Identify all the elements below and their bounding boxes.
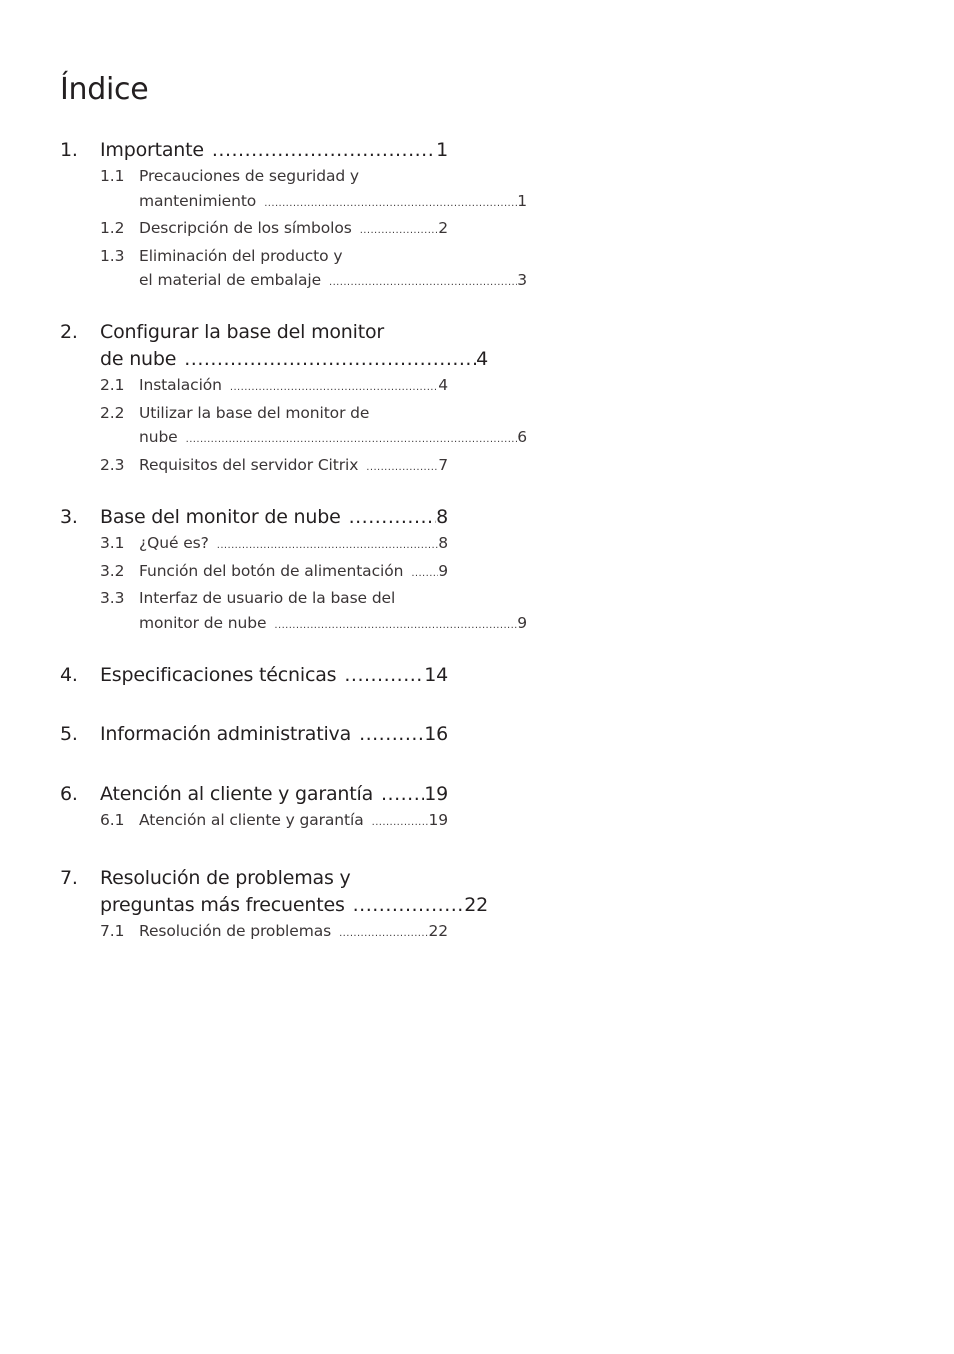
toc-subentry-page: 1: [517, 191, 527, 210]
toc-entry-title: Atención al cliente y garantía: [100, 783, 374, 805]
toc-subentry-title-cont: nube: [139, 428, 178, 446]
leader-dots: [353, 892, 465, 919]
leader-dots: [274, 614, 517, 639]
leader-dots: [360, 219, 439, 244]
toc-entry-title: Especificaciones técnicas: [100, 664, 337, 686]
toc-entry-page: 16: [424, 723, 448, 745]
toc-entry-configurar[interactable]: [60, 319, 488, 373]
leader-dots: [372, 811, 429, 836]
leader-dots: [349, 504, 437, 531]
toc-subentry-resolucion-problemas[interactable]: [60, 919, 448, 947]
toc-section-1: [60, 137, 527, 296]
toc-entry-page: 19: [424, 783, 448, 805]
toc-entry-number: 5.: [60, 723, 78, 745]
page-title: Índice: [60, 72, 149, 107]
leader-dots: [264, 192, 517, 217]
toc-subentry-title-cont: monitor de nube: [139, 613, 267, 632]
toc-subentry-number: 7.1: [100, 922, 125, 940]
toc-entry-title-cont: preguntas más frecuentes: [100, 894, 345, 916]
toc-entry-title: Resolución de problemas y: [100, 867, 351, 889]
leader-dots: [366, 456, 438, 481]
toc-subentry-title: Precauciones de seguridad y: [139, 167, 359, 185]
toc-entry-number: 2.: [60, 321, 78, 343]
toc-entry-title: Importante: [100, 139, 204, 161]
toc-subentry-number: 1.1: [100, 167, 125, 185]
toc-subentry-title-cont: mantenimiento: [139, 191, 257, 210]
toc-subentry-title: ¿Qué es?: [139, 534, 209, 552]
toc-section-3: [60, 504, 527, 638]
toc-subentry-boton-alimentacion[interactable]: [60, 559, 448, 587]
toc-subentry-page: 9: [517, 613, 527, 632]
toc-subentry-eliminacion[interactable]: [60, 244, 527, 296]
toc-entry-resolucion-problemas[interactable]: [60, 865, 488, 919]
toc-entry-title: Información administrativa: [100, 723, 352, 745]
toc-entry-page: 22: [464, 894, 488, 916]
leader-dots: [329, 271, 517, 296]
toc-subentry-title: Utilizar la base del monitor de: [139, 403, 370, 422]
toc-subentry-number: 1.3: [100, 246, 125, 265]
toc-subentry-number: 3.2: [100, 561, 125, 580]
toc-subentry-page: 8: [438, 534, 448, 552]
leader-dots: [359, 721, 424, 748]
toc-entry-importante[interactable]: [60, 137, 448, 164]
toc-subentry-number: 3.1: [100, 534, 125, 552]
toc-subentry-simbolos[interactable]: [60, 216, 448, 244]
toc-section-2: [60, 319, 527, 480]
leader-dots: [381, 781, 424, 808]
toc-subentry-title-cont: el material de embalaje: [139, 271, 322, 289]
toc-entry-title-cont: de nube: [100, 348, 177, 370]
toc-subentry-title: Instalación: [139, 376, 222, 394]
toc-subentry-title: Atención al cliente y garantía: [139, 811, 364, 829]
leader-dots: [339, 922, 428, 947]
leader-dots: [411, 562, 438, 587]
toc-entry-number: 7.: [60, 867, 78, 889]
toc-subentry-number: 1.2: [100, 219, 125, 237]
leader-dots: [344, 662, 424, 689]
toc-subentry-page: 19: [428, 811, 448, 829]
toc-subentry-number: 2.3: [100, 455, 125, 474]
toc-subentry-precauciones[interactable]: [60, 164, 527, 216]
leader-dots: [217, 534, 438, 559]
toc-subentry-title: Requisitos del servidor Citrix: [139, 455, 359, 474]
toc-section-7: [60, 865, 488, 947]
toc-entry-page: 1: [436, 139, 448, 161]
toc-subentry-number: 6.1: [100, 811, 125, 829]
toc-entry-informacion-administrativa[interactable]: [60, 721, 448, 748]
toc-subentry-page: 2: [438, 219, 448, 237]
toc-section-5: [60, 721, 448, 748]
toc-subentry-citrix[interactable]: [60, 453, 448, 481]
toc-entry-page: 4: [476, 348, 488, 370]
toc-subentry-page: 6: [517, 428, 527, 446]
toc-subentry-page: 4: [438, 376, 448, 394]
toc-entry-especificaciones[interactable]: [60, 662, 448, 689]
leader-dots: [186, 428, 518, 453]
toc-entry-number: 3.: [60, 506, 78, 528]
leader-dots: [184, 346, 476, 373]
leader-dots: [230, 376, 438, 401]
toc-subentry-instalacion[interactable]: [60, 373, 448, 401]
toc-subentry-title: Interfaz de usuario de la base del: [139, 589, 396, 607]
toc-entry-page: 8: [436, 506, 448, 528]
toc-entry-title: Configurar la base del monitor: [100, 321, 385, 343]
toc-entry-base-monitor[interactable]: [60, 504, 448, 531]
toc-subentry-atencion-cliente[interactable]: [60, 808, 448, 836]
toc-section-6: [60, 781, 448, 836]
toc-subentry-page: 9: [438, 561, 448, 580]
toc-subentry-title: Eliminación del producto y: [139, 246, 343, 265]
toc-subentry-number: 2.2: [100, 403, 125, 422]
toc-section-4: [60, 662, 448, 689]
toc-subentry-utilizar[interactable]: [60, 401, 527, 453]
toc-subentry-page: 3: [517, 271, 527, 289]
toc-entry-page: 14: [424, 664, 448, 686]
leader-dots: [212, 137, 436, 164]
toc-subentry-title: Función del botón de alimentación: [139, 561, 404, 580]
toc-subentry-que-es[interactable]: [60, 531, 448, 559]
toc-subentry-title: Resolución de problemas: [139, 922, 332, 940]
toc-entry-number: 1.: [60, 139, 78, 161]
toc-subentry-title: Descripción de los símbolos: [139, 219, 352, 237]
toc-subentry-number: 2.1: [100, 376, 125, 394]
toc-subentry-number: 3.3: [100, 589, 125, 607]
toc-subentry-interfaz[interactable]: [60, 586, 527, 638]
toc-entry-title: Base del monitor de nube: [100, 506, 341, 528]
toc-entry-atencion-cliente[interactable]: [60, 781, 448, 808]
toc-subentry-page: 7: [438, 455, 448, 474]
toc-entry-number: 4.: [60, 664, 78, 686]
toc-subentry-page: 22: [428, 922, 448, 940]
toc-entry-number: 6.: [60, 783, 78, 805]
